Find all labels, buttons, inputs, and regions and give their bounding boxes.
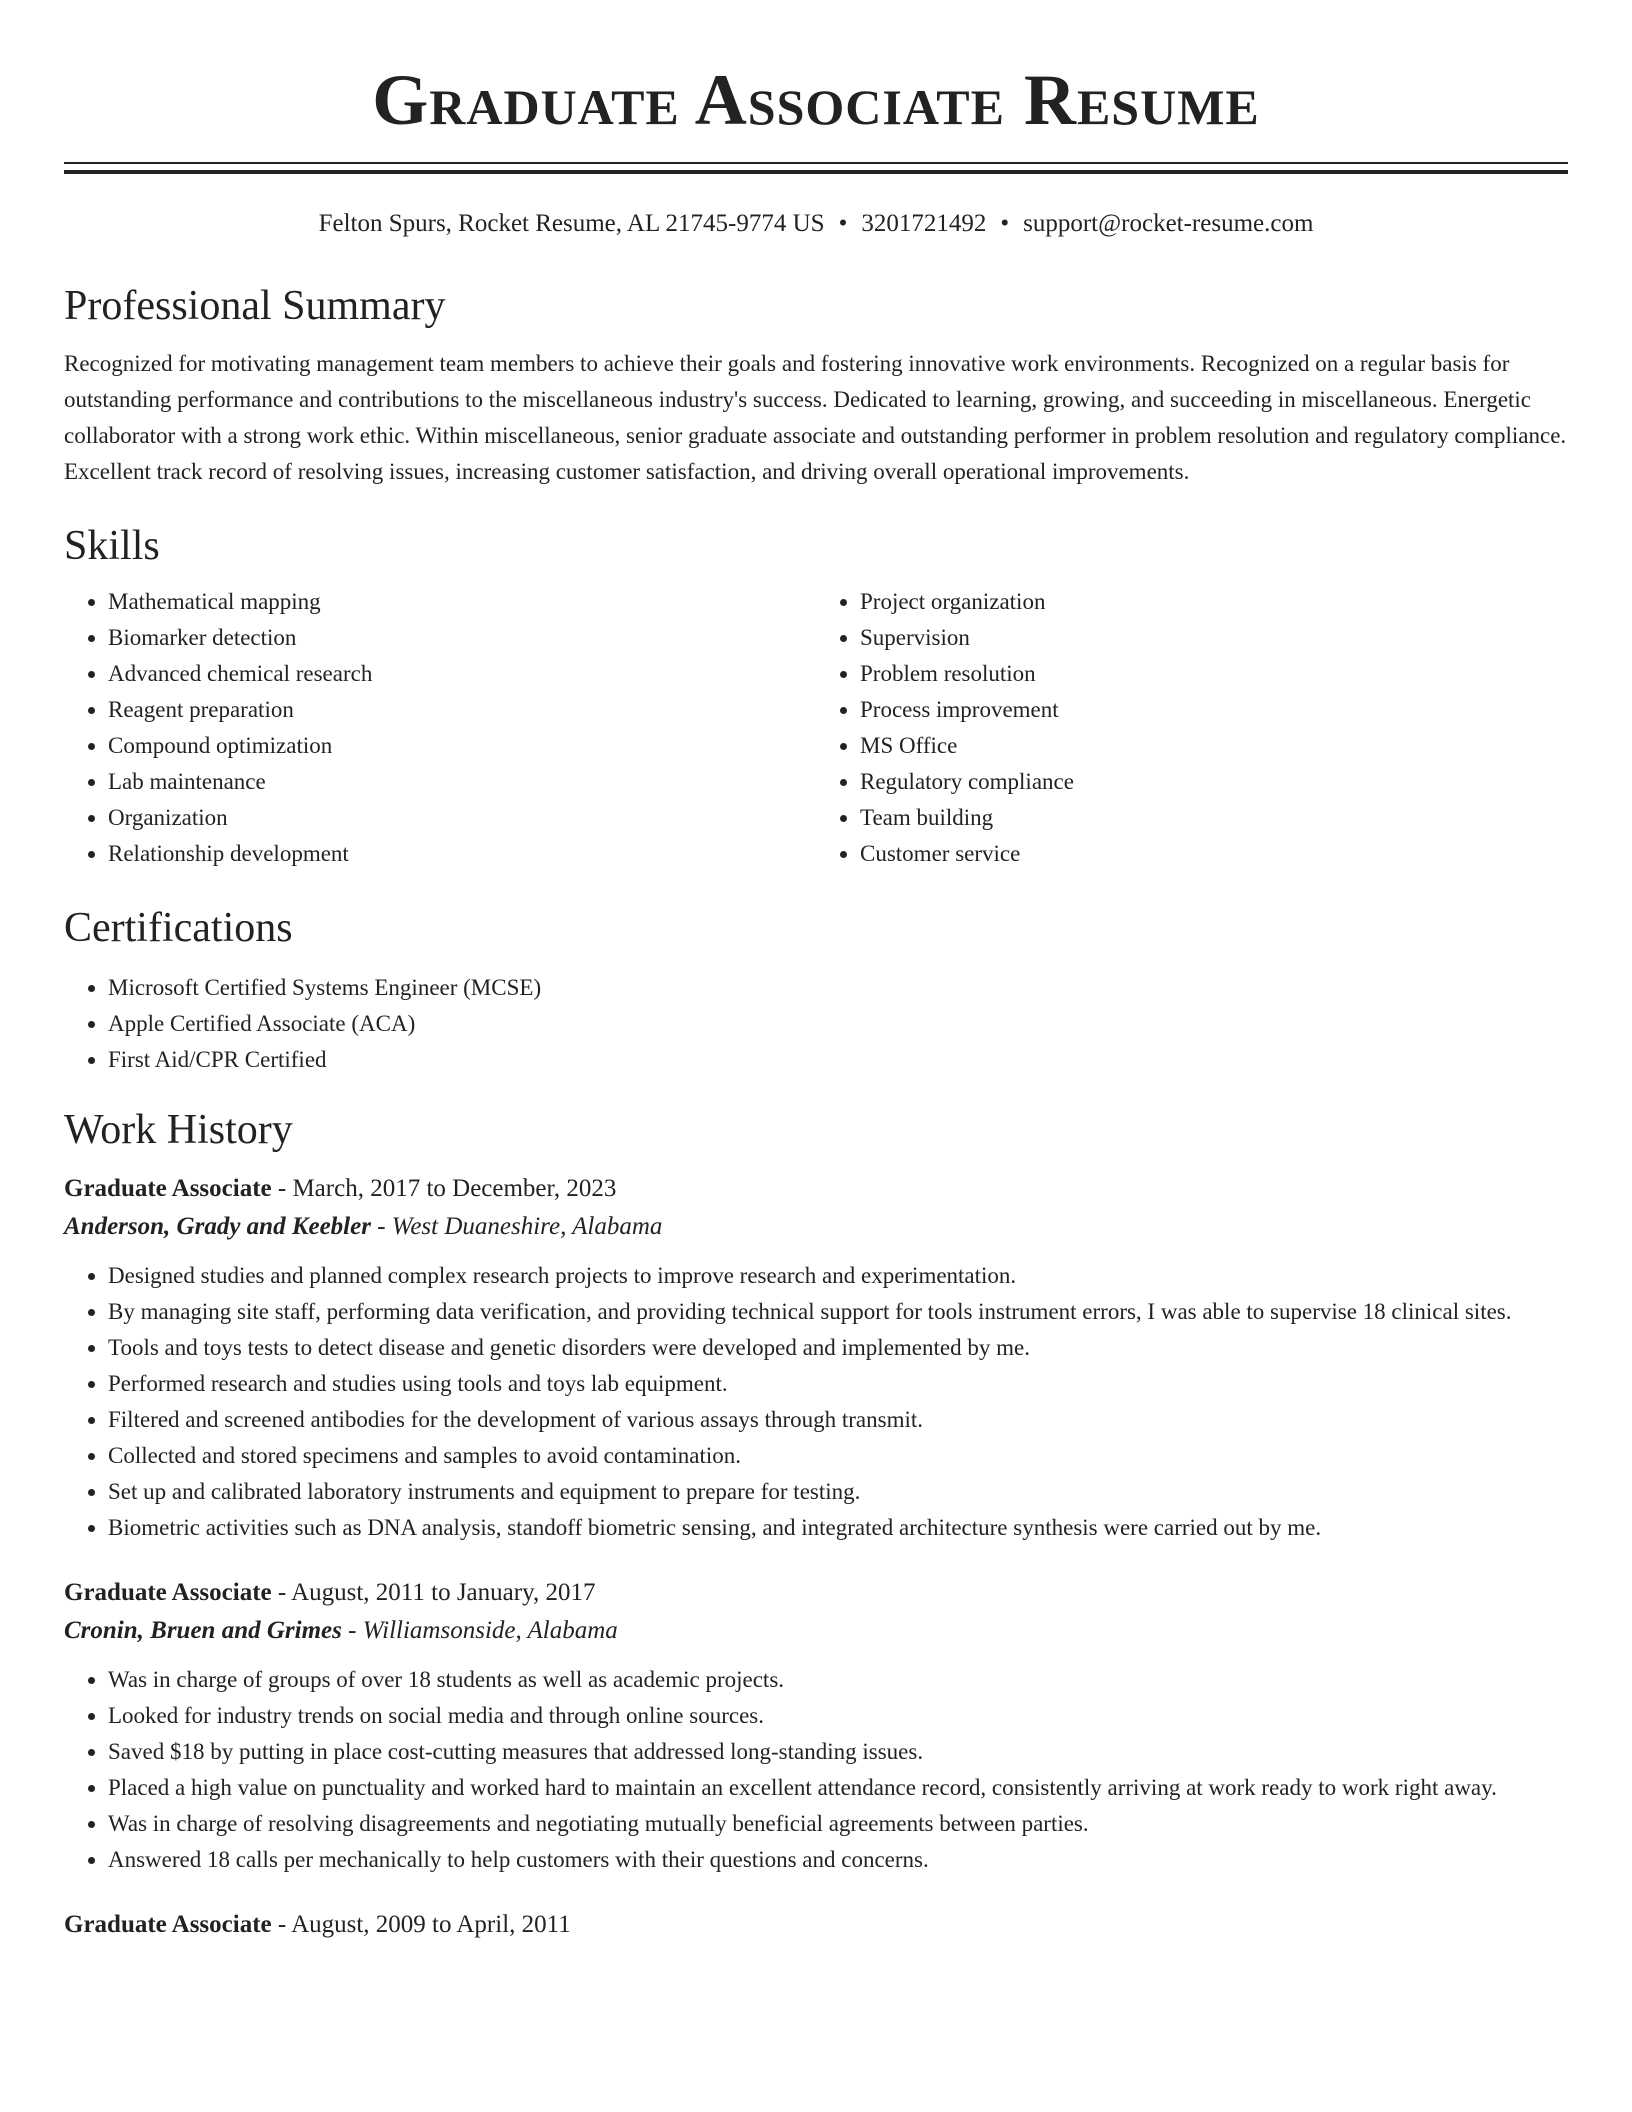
- contact-separator: •: [1000, 210, 1010, 237]
- job-company-line: [64, 1612, 1568, 1650]
- job-title-line: [64, 1574, 1568, 1612]
- skills-column-left: [64, 584, 816, 872]
- resume-title: Graduate Associate Resume: [372, 60, 1260, 140]
- job-duty: • Biometric activities such as DNA analysis, standoff biometric sensing, and integrated architecture synthesis were carried out by me.: [108, 1510, 1568, 1546]
- job-duty: • Designed studies and planned complex research projects to improve research and experimentation.: [108, 1258, 1568, 1294]
- job-dates: - August, 2011 to January, 2017: [271, 1579, 596, 1606]
- job-duty: • Placed a high value on punctuality and worked hard to maintain an excellent attendance record, consistently arriving at work ready to work right away.: [108, 1770, 1568, 1806]
- job-company: Anderson, Grady and Keebler: [64, 1213, 371, 1240]
- skill-item: • Advanced chemical research: [108, 656, 816, 692]
- job-duty: • Saved $18 by putting in place cost-cutting measures that addressed long-standing issues.: [108, 1734, 1568, 1770]
- job-duty: • Tools and toys tests to detect disease and genetic disorders were developed and implemented by me.: [108, 1330, 1568, 1366]
- job-location: - Williamsonside, Alabama: [341, 1617, 618, 1644]
- job-duty: • Set up and calibrated laboratory instruments and equipment to prepare for testing.: [108, 1474, 1568, 1510]
- job-duties-list: [64, 1258, 1568, 1546]
- skill-item: • Customer service: [860, 836, 1568, 872]
- title-divider-thick: [64, 170, 1568, 174]
- skill-item: • MS Office: [860, 728, 1568, 764]
- job-title-line: [64, 1906, 1568, 1944]
- skill-item: • Team building: [860, 800, 1568, 836]
- job-title: Graduate Associate: [64, 1911, 272, 1938]
- contact-email: support@rocket-resume.com: [1023, 210, 1314, 237]
- skill-item: • Reagent preparation: [108, 692, 816, 728]
- job-duty: • Collected and stored specimens and samples to avoid contamination.: [108, 1438, 1568, 1474]
- skill-item: • Lab maintenance: [108, 764, 816, 800]
- work-history-heading: Work History: [64, 1107, 293, 1153]
- job-duty: • Was in charge of resolving disagreements and negotiating mutually beneficial agreements between parties.: [108, 1806, 1568, 1842]
- job-duty: • Was in charge of groups of over 18 students as well as academic projects.: [108, 1662, 1568, 1698]
- contact-separator: •: [838, 210, 848, 237]
- skills-list: [64, 584, 1568, 872]
- contact-address: Felton Spurs, Rocket Resume, AL 21745-9774 US: [318, 210, 825, 237]
- skill-item: • Process improvement: [860, 692, 1568, 728]
- skill-item: • Mathematical mapping: [108, 584, 816, 620]
- certification-item: • First Aid/CPR Certified: [108, 1042, 1568, 1078]
- job-duty: • By managing site staff, performing data verification, and providing technical support for tools instrument errors, I was able to supervise 18 clinical sites.: [108, 1294, 1568, 1330]
- skill-item: • Problem resolution: [860, 656, 1568, 692]
- skill-item: • Relationship development: [108, 836, 816, 872]
- summary-heading: Professional Summary: [64, 283, 446, 329]
- skill-item: • Organization: [108, 800, 816, 836]
- summary-text: Recognized for motivating management team members to achieve their goals and fostering innovative work environments. Recognized on a regular basis for outstanding performance and contributions to the miscellaneous industry's success. Dedicated to learning, growing, and succeeding in miscellaneous. Energetic collaborator with a strong work ethic. Within miscellaneous, senior graduate associate and outstanding performer in problem resolution and regulatory compliance. Excellent track record of resolving issues, increasing customer satisfaction, and driving overall operational improvements.: [64, 351, 1567, 484]
- contact-line: [64, 208, 1568, 240]
- job-duty: • Looked for industry trends on social media and through online sources.: [108, 1698, 1568, 1734]
- skills-column-right: [816, 584, 1568, 872]
- job-duty: • Answered 18 calls per mechanically to help customers with their questions and concerns.: [108, 1842, 1568, 1878]
- title-divider-thin: [64, 162, 1568, 164]
- job-dates: - August, 2009 to April, 2011: [271, 1911, 571, 1938]
- job-dates: - March, 2017 to December, 2023: [271, 1175, 617, 1202]
- job-company: Cronin, Bruen and Grimes: [64, 1617, 342, 1644]
- skill-item: • Compound optimization: [108, 728, 816, 764]
- contact-phone: 3201721492: [861, 210, 987, 237]
- job-duty: • Performed research and studies using tools and toys lab equipment.: [108, 1366, 1568, 1402]
- skill-item: • Project organization: [860, 584, 1568, 620]
- certification-item: • Apple Certified Associate (ACA): [108, 1006, 1568, 1042]
- job-title: Graduate Associate: [64, 1579, 272, 1606]
- job-duty: • Filtered and screened antibodies for the development of various assays through transmit.: [108, 1402, 1568, 1438]
- certifications-heading: Certifications: [64, 905, 293, 951]
- job-title: Graduate Associate: [64, 1175, 272, 1202]
- skill-item: • Biomarker detection: [108, 620, 816, 656]
- job-location: - West Duaneshire, Alabama: [370, 1213, 663, 1240]
- job-company-line: [64, 1208, 1568, 1246]
- job-title-line: [64, 1170, 1568, 1208]
- skill-item: • Regulatory compliance: [860, 764, 1568, 800]
- skills-heading: Skills: [64, 523, 160, 569]
- certification-item: • Microsoft Certified Systems Engineer (MCSE): [108, 970, 1568, 1006]
- job-duties-list: [64, 1662, 1568, 1878]
- skill-item: • Supervision: [860, 620, 1568, 656]
- certifications-list: [64, 970, 1568, 1078]
